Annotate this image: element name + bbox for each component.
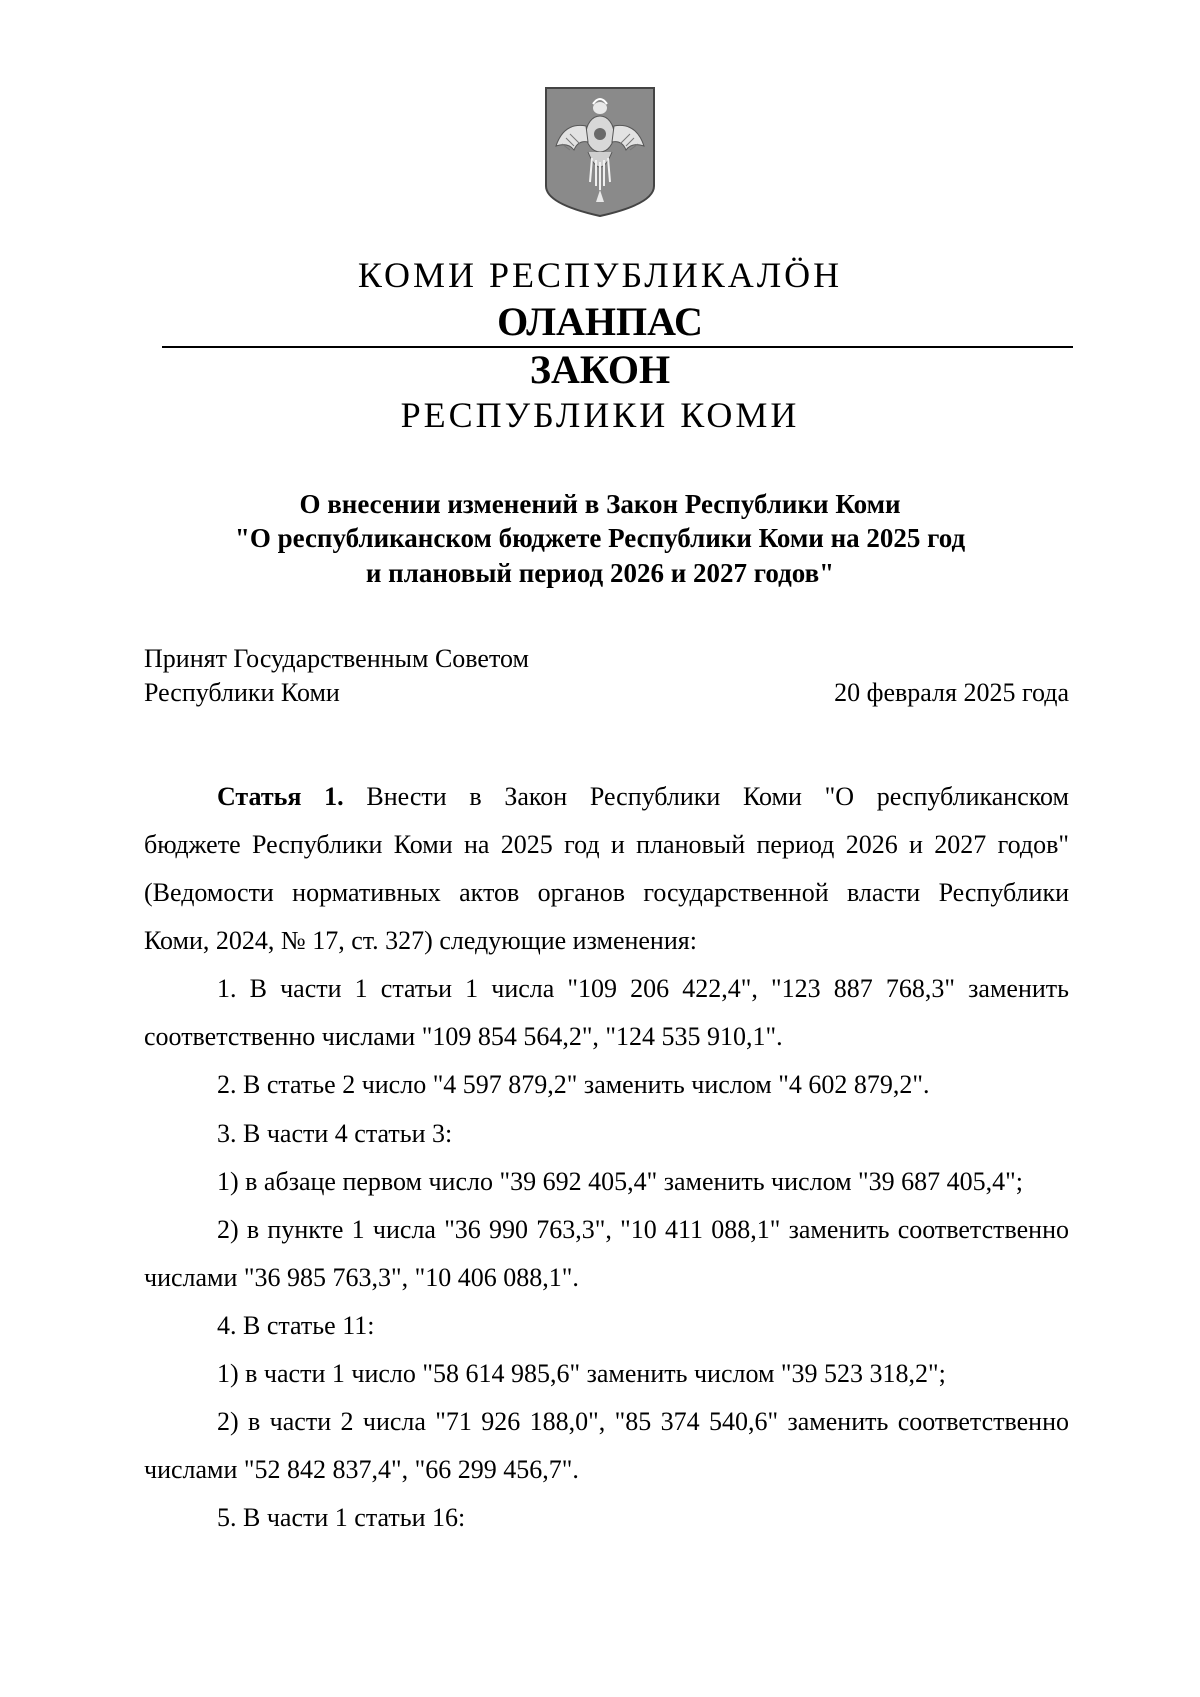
article-1-line: Коми, 2024, № 17, ст. 327) следующие изменения: <box>144 926 697 955</box>
adoption-date: 20 февраля 2025 года <box>834 678 1069 707</box>
article-1-intro: Внести в Закон Республики Коми "О республиканском <box>366 782 1070 811</box>
adoption-line-1: Принят Государственным Советом <box>144 644 529 673</box>
article-1-first-line <box>217 780 1069 814</box>
item-4: 4. В статье 11: <box>217 1311 375 1340</box>
item-3-sub-1: 1) в абзаце первом число "39 692 405,4" заменить числом "39 687 405,4"; <box>217 1167 1023 1196</box>
item-3-sub-2-line-1: 2) в пункте 1 числа "36 990 763,3", "10 411 088,1" заменить соответственно <box>217 1215 1069 1244</box>
item-2: 2. В статье 2 число "4 597 879,2" заменить числом "4 602 879,2". <box>217 1070 930 1099</box>
item-4-sub-2-line-2: числами "52 842 837,4", "66 299 456,7". <box>144 1455 579 1484</box>
article-1-line: (Ведомости нормативных актов органов государственной власти Республики <box>144 878 1069 907</box>
law-title-line-2: "О республиканском бюджете Республики Коми на 2025 год <box>234 523 966 553</box>
law-title-line-1: О внесении изменений в Закон Республики Коми <box>299 489 901 519</box>
item-3-sub-2-line-2: числами "36 985 763,3", "10 406 088,1". <box>144 1263 579 1292</box>
item-4-sub-2-line-1: 2) в части 2 числа "71 926 188,0", "85 374 540,6" заменить соответственно <box>217 1407 1069 1436</box>
adoption-statement <box>144 642 529 710</box>
header-ru-line: РЕСПУБЛИКИ КОМИ <box>400 395 800 435</box>
header-komi-title: ОЛАНПАС <box>497 299 703 344</box>
item-3: 3. В части 4 статьи 3: <box>217 1119 453 1148</box>
header-komi-line: КОМИ РЕСПУБЛИКАЛӦН <box>357 255 843 295</box>
adoption-line-2: Республики Коми <box>144 678 340 707</box>
item-1-line-1: 1. В части 1 статьи 1 числа "109 206 422,4", "123 887 768,3" заменить <box>217 974 1069 1003</box>
coat-of-arms-komi-icon <box>544 86 656 218</box>
item-5: 5. В части 1 статьи 16: <box>217 1503 466 1532</box>
item-1-line-2: соответственно числами "109 854 564,2", "124 535 910,1". <box>144 1022 783 1051</box>
item-4-sub-1: 1) в части 1 число "58 614 985,6" заменить числом "39 523 318,2"; <box>217 1359 946 1388</box>
article-1-line: бюджете Республики Коми на 2025 год и плановый период 2026 и 2027 годов" <box>144 830 1069 859</box>
header-ru-title: ЗАКОН <box>529 347 671 392</box>
article-1-heading: Статья 1. <box>217 782 344 811</box>
law-title-line-3: и плановый период 2026 и 2027 годов" <box>365 558 835 588</box>
